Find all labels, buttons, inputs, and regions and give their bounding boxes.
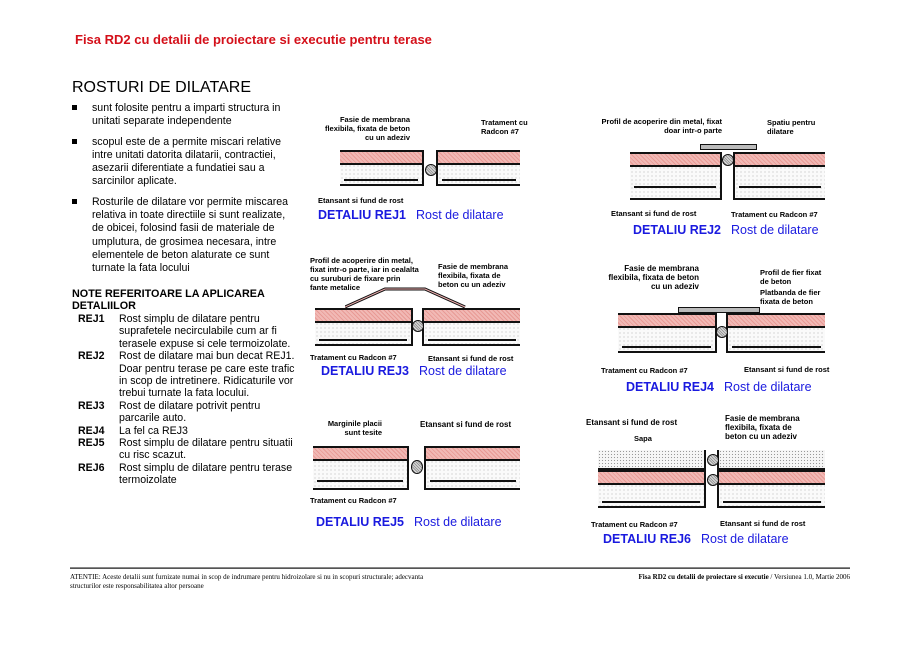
bullet-icon [72, 105, 77, 110]
callout-label: Tratament cu Radcon #7 [731, 210, 818, 219]
detail-code: DETALIU REJ3 [321, 364, 409, 378]
callout-label: Fasie de membrana flexibila, fixata de beton cu un adeziv [725, 414, 800, 441]
callout-label: Spatiu pentru dilatare [767, 118, 816, 136]
note-text: Rost de dilatare mai bun decat REJ1. Doar pentru terase pe care este trafic in scop de intretinere. Ridicaturile vor trebui turnate la fata locului. [119, 350, 295, 400]
callout-label: Fasie de membrana flexibila, fixata de beton cu un adeziv [324, 115, 410, 142]
sealant-icon [412, 320, 424, 332]
screed-left [598, 450, 706, 470]
callout-label: Tratament cu Radcon #7 [310, 496, 397, 505]
footer-divider [70, 567, 850, 569]
note-text: La fel ca REJ3 [119, 424, 188, 437]
footer-disclaimer: ATENTIE: Aceste detalii sunt furnizate numai in scop de indrumare pentru hidroizolare si nu in scopuri structurale; adecvanta structurilor este responsabilitatea altor persoane [70, 573, 424, 590]
footer-version [638, 573, 850, 581]
rebar [319, 339, 407, 341]
callout-label: Fasie de membrana flexibila, fixata de beton cu un adeziv [608, 264, 699, 291]
notes-heading: NOTE REFERITOARE LA APLICAREA DETALIILOR [72, 288, 265, 312]
rebar [344, 179, 418, 181]
note-item [78, 400, 298, 425]
bullet-icon [72, 199, 77, 204]
footer-doc-name: Fisa RD2 cu detalii de proiectare si executie [638, 573, 769, 581]
slab-right [422, 308, 520, 346]
slab-right [424, 446, 520, 490]
note-item [78, 437, 298, 462]
detail-subtitle: Rost de dilatare [723, 380, 812, 394]
slab-right [733, 152, 825, 200]
callout-label: Etansant si fund de rost [318, 196, 404, 205]
detail-title [321, 364, 507, 378]
note-text: Rost de dilatare potrivit pentru parcarile auto. [119, 399, 261, 425]
detail-subtitle: Rost de dilatare [700, 532, 789, 546]
membrane-layer [438, 152, 520, 165]
bullet-icon [72, 139, 77, 144]
rej1-drawing [340, 150, 520, 186]
note-code: REJ3 [78, 399, 105, 412]
rebar [723, 501, 821, 503]
note-code: REJ5 [78, 437, 105, 450]
rebar [317, 480, 403, 482]
membrane-layer [598, 472, 704, 485]
detail-code: DETALIU REJ5 [316, 515, 404, 529]
note-code: REJ4 [78, 424, 105, 437]
callout-label: Etansant si fund de rost [420, 420, 512, 429]
sealant-icon [722, 154, 734, 166]
membrane-layer [315, 310, 411, 323]
slab-left [313, 446, 409, 490]
section-heading: ROSTURI DE DILATARE [72, 79, 251, 96]
membrane-layer [618, 315, 715, 328]
steel-plate [678, 307, 760, 313]
membrane-layer [426, 448, 520, 461]
callout-label: Etansant si fund de rost [744, 365, 830, 374]
note-code: REJ6 [78, 461, 105, 474]
sealant-icon [411, 460, 423, 474]
detail-title [316, 515, 502, 529]
slab-right [436, 150, 520, 186]
membrane-layer [735, 154, 825, 167]
callout-label: Sapa [634, 434, 652, 443]
detail-code: DETALIU REJ2 [633, 223, 721, 237]
membrane-layer [728, 315, 825, 328]
rebar [622, 346, 711, 348]
callout-label: Etansant si fund de rost [428, 354, 514, 363]
callout-label: Etansant si fund de rost [586, 418, 678, 427]
callout-label: Profil de acoperire din metal, fixat doar intr-o parte [601, 117, 722, 135]
callout-label: Tratament cu Radcon #7 [481, 118, 528, 136]
notes-list [78, 313, 298, 487]
note-item [78, 425, 298, 437]
slab-left [315, 308, 413, 346]
slab-left [630, 152, 722, 200]
bullet-text: sunt folosite pentru a imparti structura in unitati separate independente [92, 102, 281, 128]
bullet-text: Rosturile de dilatare vor permite miscarea relativa in toate directiile si sunt realizate, de obicei, folosind fasii de materiale de umplutura, de grosimea necesara, intre elementele de beton alaturate ce sunt turnate la fata locului [92, 195, 289, 275]
detail-subtitle: Rost de dilatare [730, 223, 819, 237]
sealant-icon [425, 164, 437, 176]
bullet-text: scopul este de a permite miscari relative intre unitati datorita dilatarii, contractiei, asezarii diferentiate a fundatiei sau a sarcinilor aplicate. [92, 135, 282, 188]
detail-title [603, 532, 789, 546]
detail-code: DETALIU REJ6 [603, 532, 691, 546]
callout-label: Profil de fier fixat de beton [760, 268, 822, 286]
membrane-layer [719, 472, 825, 485]
rebar [634, 186, 716, 188]
rebar [602, 501, 700, 503]
callout-label: Profil de acoperire din metal, fixat intr-o parte, iar in cealalta cu suruburi de fixare prin fante metalice [310, 256, 419, 292]
slab-left [598, 470, 706, 508]
detail-code: DETALIU REJ1 [318, 208, 406, 222]
note-text: Rost simplu de dilatare pentru suprafetele necirculabile cum ar fi terasele expuse si cele termoizolate. [119, 313, 291, 350]
bullet-list [72, 102, 297, 283]
callout-label: Platbanda de fier fixata de beton [760, 288, 821, 306]
note-code: REJ1 [78, 313, 105, 325]
rej6-screed [598, 450, 825, 470]
bullet-item [72, 136, 297, 189]
callout-label: Marginile placii sunt tesite [327, 419, 382, 437]
rej2-drawing [630, 152, 825, 200]
note-text: Rost simplu de dilatare pentru terase termoizolate [119, 461, 293, 487]
slab-right [726, 313, 825, 353]
rej6-drawing [598, 470, 825, 508]
detail-title [318, 208, 504, 222]
note-item [78, 462, 298, 487]
rebar [442, 179, 516, 181]
membrane-layer [630, 154, 720, 167]
detail-subtitle: Rost de dilatare [418, 364, 507, 378]
sealant-icon [707, 454, 719, 466]
membrane-layer [340, 152, 422, 165]
slab-left [618, 313, 717, 353]
footer-version-text: / Versiunea 1.0, Martie 2006 [768, 573, 850, 581]
rej3-drawing [315, 308, 520, 346]
metal-cover-profile [700, 144, 757, 150]
slab-left [340, 150, 424, 186]
callout-label: Etansant si fund de rost [611, 209, 697, 218]
bullet-item [72, 196, 297, 276]
rebar [739, 186, 821, 188]
rebar [430, 480, 516, 482]
rej5-drawing [313, 446, 520, 490]
callout-label: Tratament cu Radcon #7 [591, 520, 678, 529]
rebar [732, 346, 821, 348]
sealant-icon [707, 474, 719, 486]
detail-title [626, 380, 812, 394]
rej4-drawing [618, 313, 825, 353]
document-title: Fisa RD2 cu detalii de proiectare si executie pentru terase [75, 32, 432, 47]
membrane-layer [424, 310, 520, 323]
detail-code: DETALIU REJ4 [626, 380, 714, 394]
bullet-item [72, 102, 297, 129]
detail-subtitle: Rost de dilatare [415, 208, 504, 222]
note-code: REJ2 [78, 350, 105, 363]
detail-title [633, 223, 819, 237]
callout-label: Tratament cu Radcon #7 [601, 366, 688, 375]
screed-right [717, 450, 825, 470]
callout-label: Fasie de membrana flexibila, fixata de beton cu un adeziv [438, 262, 509, 289]
slab-right [717, 470, 825, 508]
membrane-layer [313, 448, 407, 461]
note-item [78, 350, 298, 400]
note-item [78, 313, 298, 350]
callout-label: Etansant si fund de rost [720, 519, 806, 528]
rebar [428, 339, 516, 341]
sealant-icon [716, 326, 728, 338]
note-text: Rost simplu de dilatare pentru situatii cu risc scazut. [119, 437, 293, 462]
detail-subtitle: Rost de dilatare [413, 515, 502, 529]
callout-label: Tratament cu Radcon #7 [310, 353, 397, 362]
